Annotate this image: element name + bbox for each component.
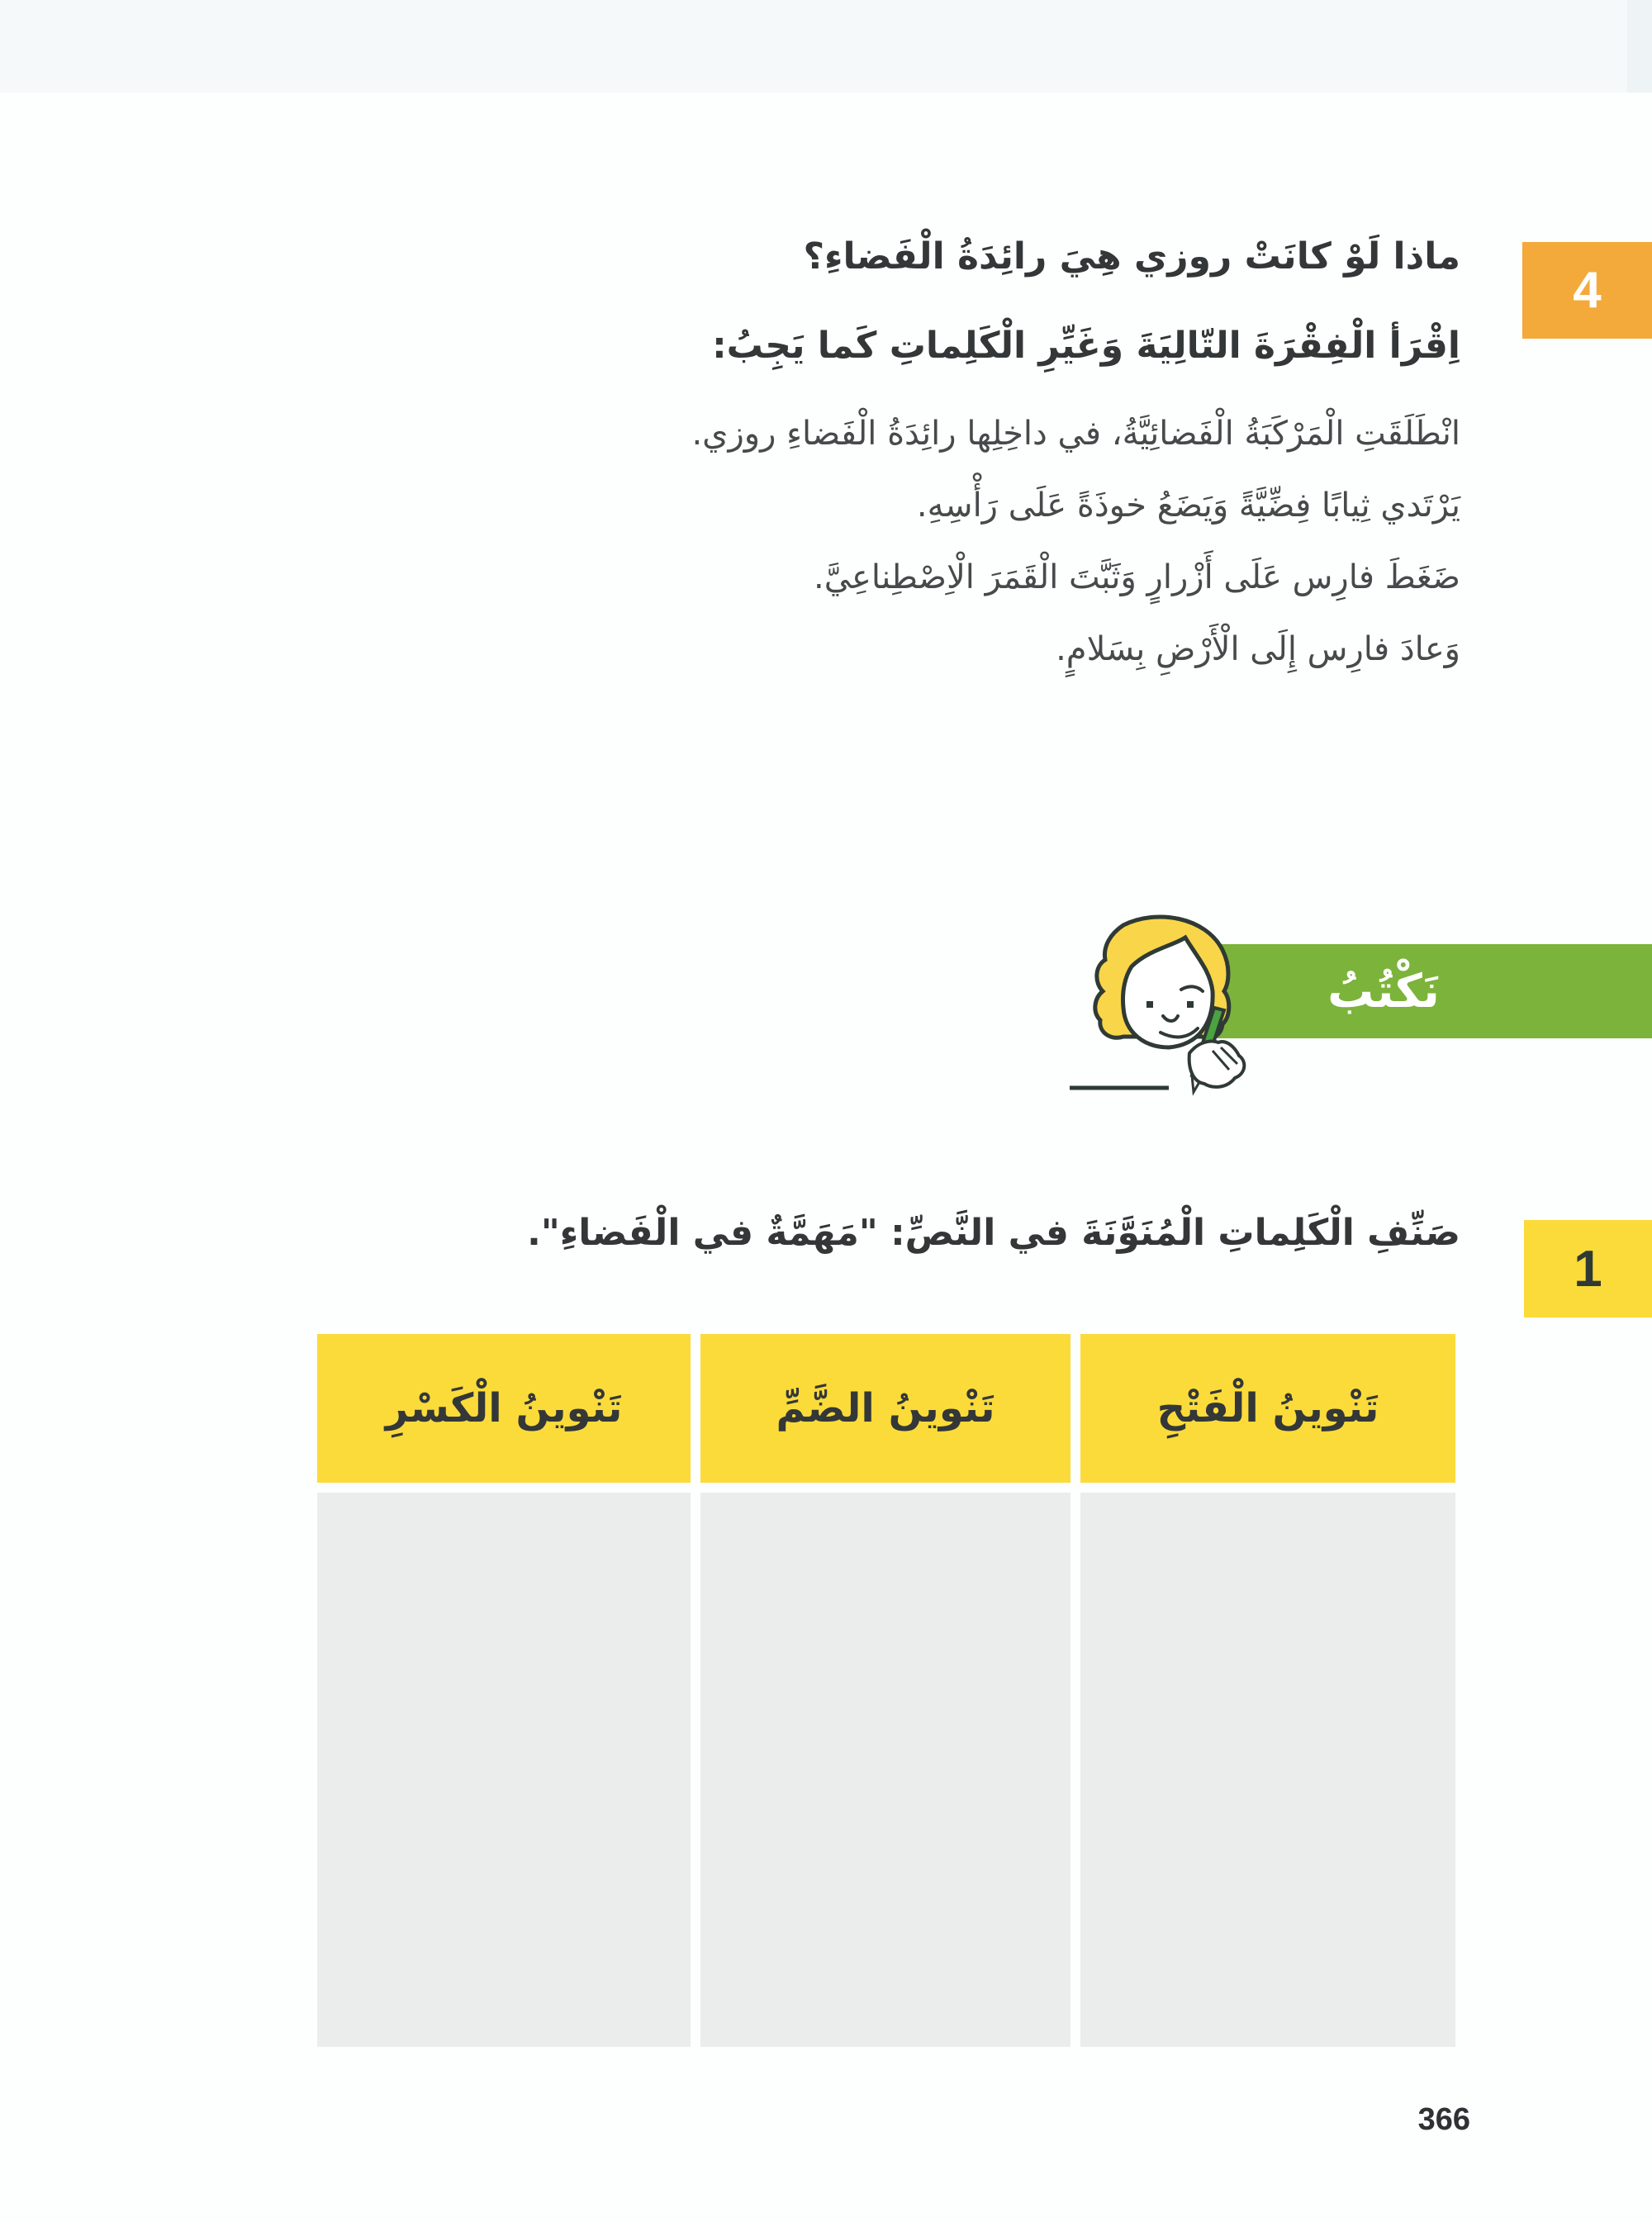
classification-table	[317, 1334, 1455, 2047]
question-instruction: اِقْرَأ الْفِقْرَةَ التّالِيَةَ وَغَيِّرِ الْكَلِماتِ كَما يَجِبُ:	[712, 325, 1460, 367]
question-title: ماذا لَوْ كانَتْ روزي هِيَ رائِدَةُ الْفَضاءِ؟	[803, 235, 1460, 278]
section-number: 4	[1573, 262, 1602, 319]
passage-line: ضَغَطَ فارِس عَلَى أَزْرارٍ وَثَبَّتَ الْقَمَرَ الْاِصْطِناعِيَّ.	[813, 558, 1460, 596]
answer-cell-fath[interactable]	[1080, 1493, 1455, 2047]
page-number: 366	[1417, 2102, 1470, 2137]
girl-writing-icon	[1066, 900, 1264, 1099]
section-number: 1	[1574, 1240, 1602, 1298]
reading-passage	[691, 398, 1460, 686]
table-header-fath: تَنْوينُ الْفَتْحِ	[1080, 1334, 1455, 1483]
passage-line: يَرْتَدي ثِيابًا فِضِّيَّةً وَيَضَعُ خوذَةً عَلَى رَأْسِهِ.	[916, 487, 1460, 525]
passage-line: وَعادَ فارِس إِلَى الْأَرْضِ بِسَلامٍ.	[1056, 630, 1460, 668]
page-edge	[1627, 0, 1652, 93]
writing-section-label: نَكْتُبُ	[1327, 964, 1440, 1018]
task-instruction: صَنِّفِ الْكَلِماتِ الْمُنَوَّنَةَ في النَّصِّ: "مَهَمَّةٌ في الْفَضاءِ".	[527, 1212, 1460, 1254]
passage-line: انْطَلَقَتِ الْمَرْكَبَةُ الْفَضائِيَّةُ، في داخِلِها رائِدَةُ الْفَضاءِ روزي.	[691, 415, 1460, 453]
section-number-badge-1	[1524, 1220, 1652, 1318]
section-number-badge-4	[1522, 242, 1652, 339]
answer-cell-damm[interactable]	[700, 1493, 1070, 2047]
answer-cell-kasr[interactable]	[317, 1493, 691, 2047]
table-header-kasr: تَنْوينُ الْكَسْرِ	[317, 1334, 691, 1483]
previous-page-bleed-strip	[0, 0, 1652, 93]
table-header-damm: تَنْوينُ الضَّمِّ	[700, 1334, 1070, 1483]
